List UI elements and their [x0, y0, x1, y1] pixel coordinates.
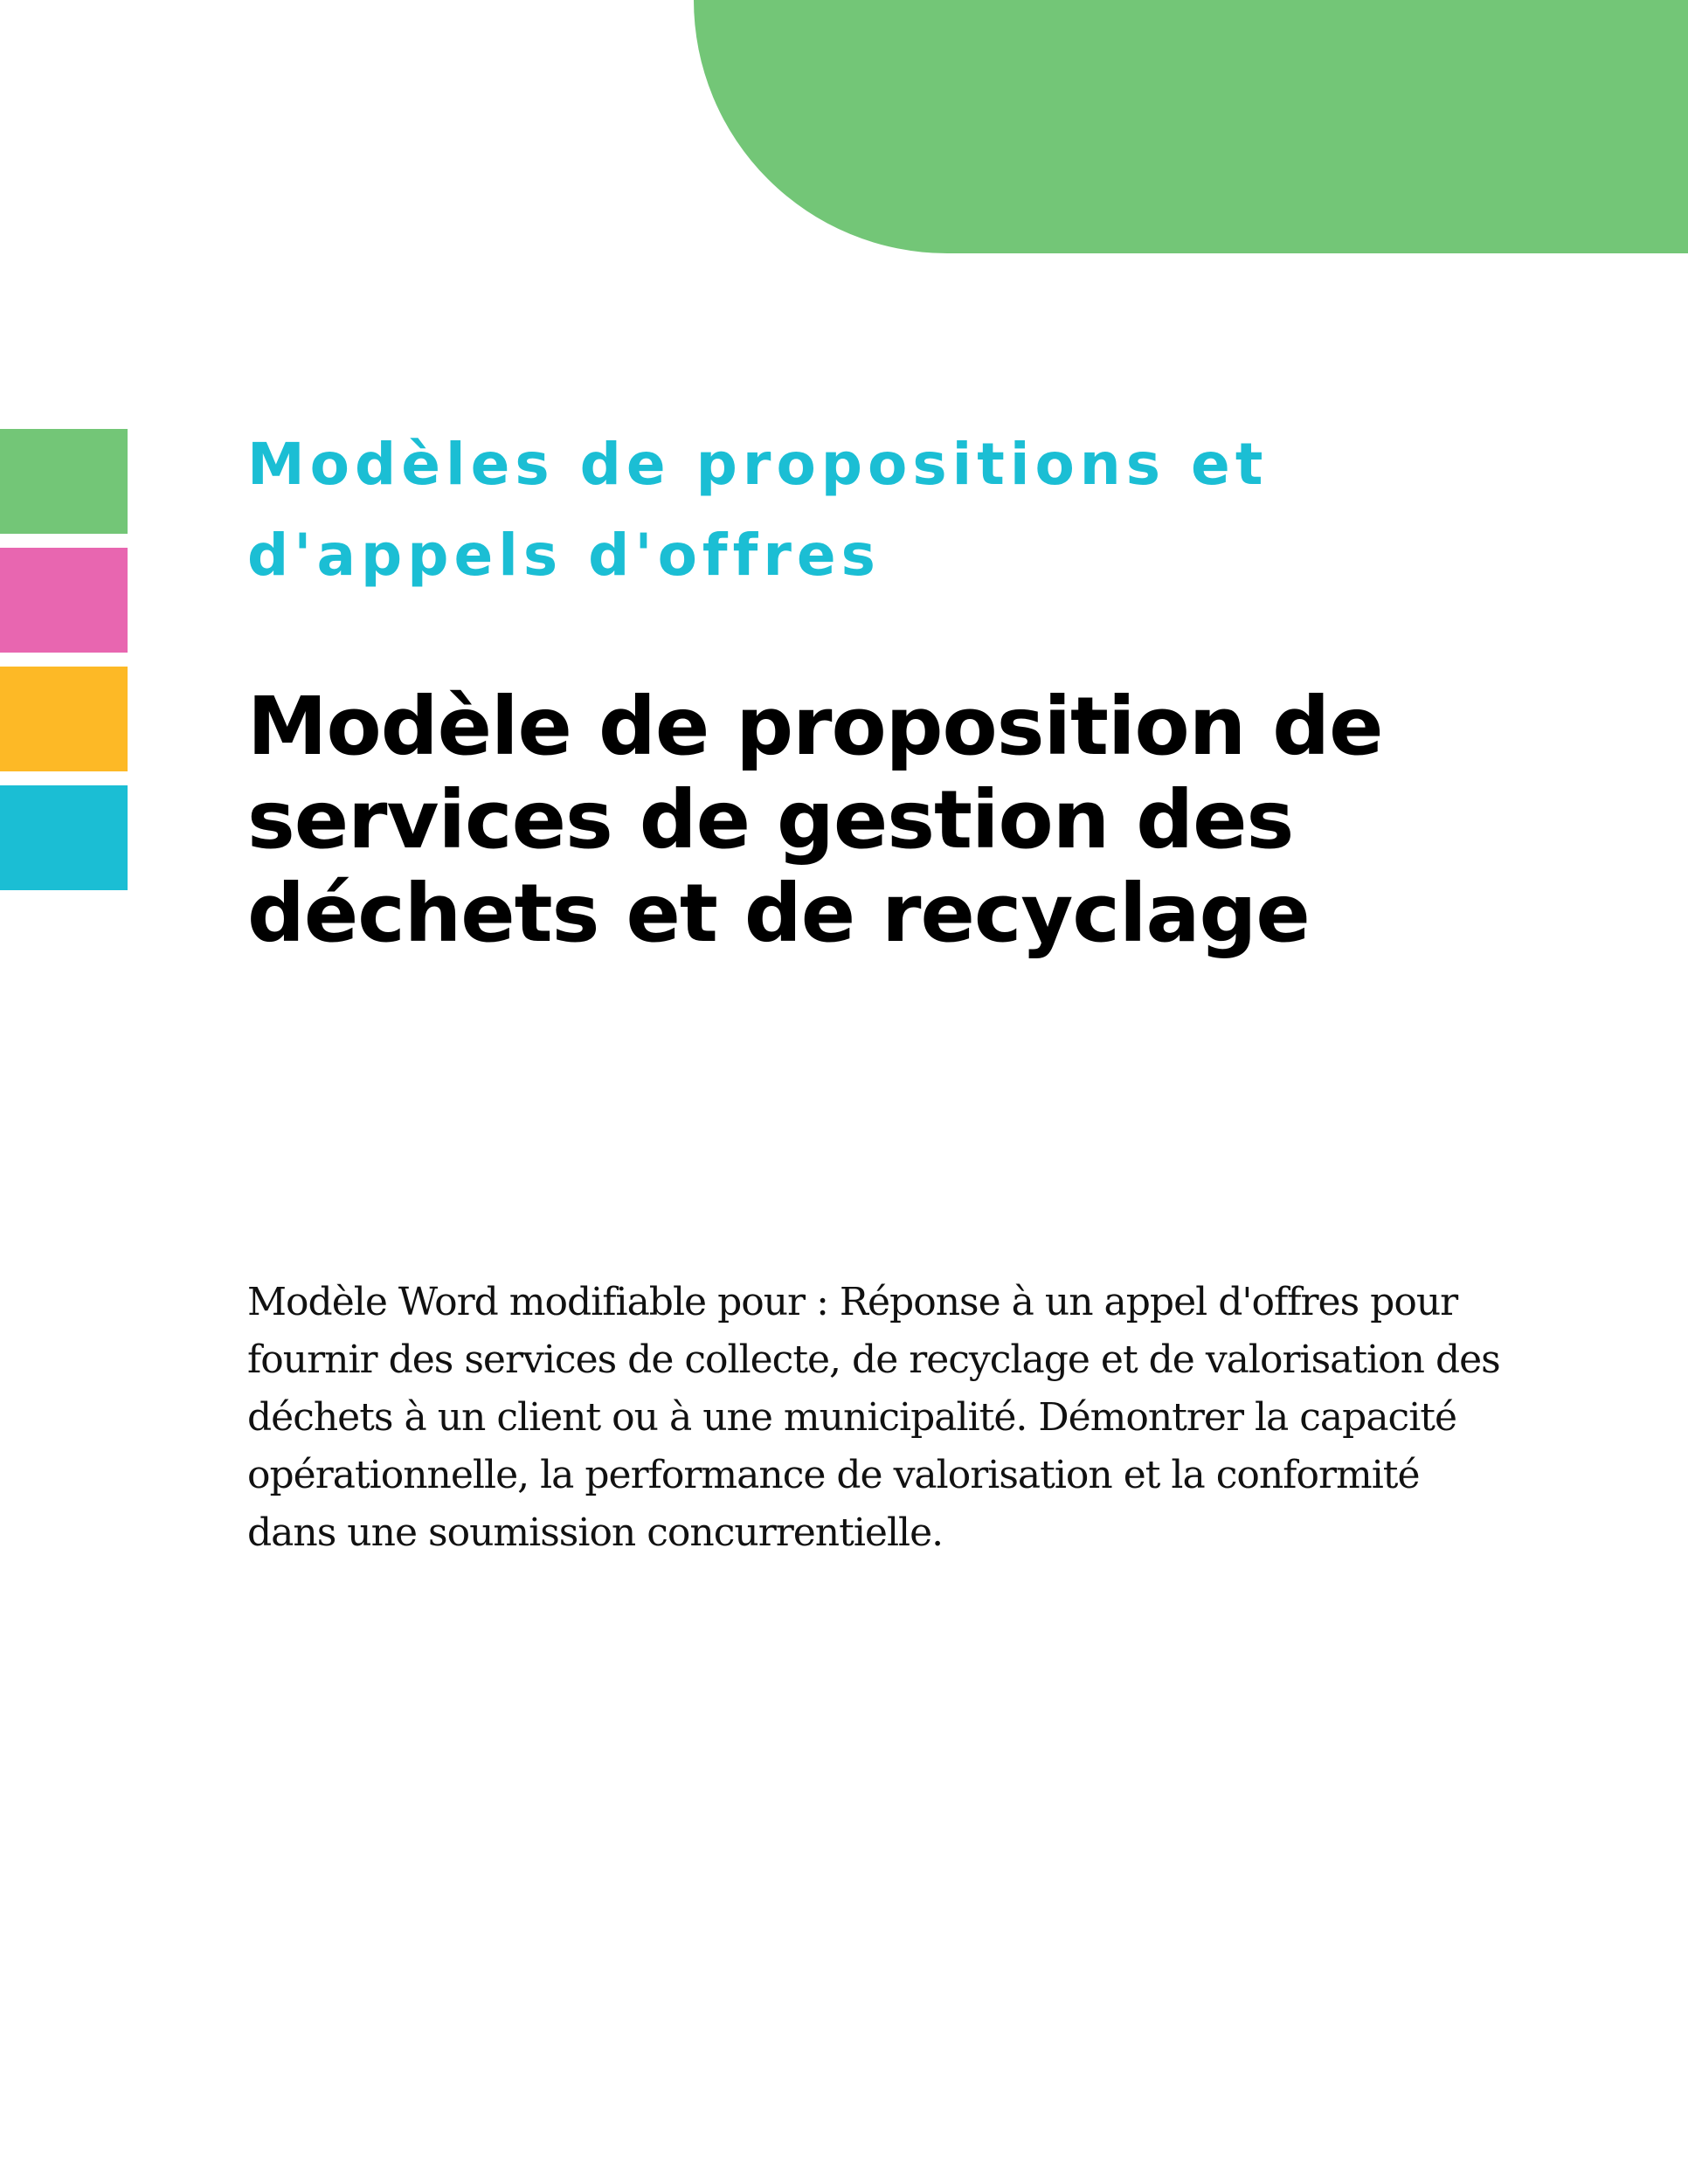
decorative-green-shape	[694, 0, 1688, 253]
color-bar-pink	[0, 548, 128, 653]
category-heading: Modèles de propositions et d'appels d'offres	[247, 431, 1269, 589]
color-bar-yellow	[0, 667, 128, 771]
document-description: Modèle Word modifiable pour : Réponse à un appel d'offres pour fournir des services de collecte, de recyclage et de valorisation des déchets à un client ou à une municipalité. Démontrer la capacité opérationnelle, la performance de valorisation et la conformité dans une soumission concurrentielle.	[247, 1280, 1500, 1555]
color-bar-green	[0, 429, 128, 534]
document-title: Modèle de proposition de services de gestion des déchets et de recyclage	[247, 680, 1383, 960]
color-bar-cyan	[0, 785, 128, 890]
